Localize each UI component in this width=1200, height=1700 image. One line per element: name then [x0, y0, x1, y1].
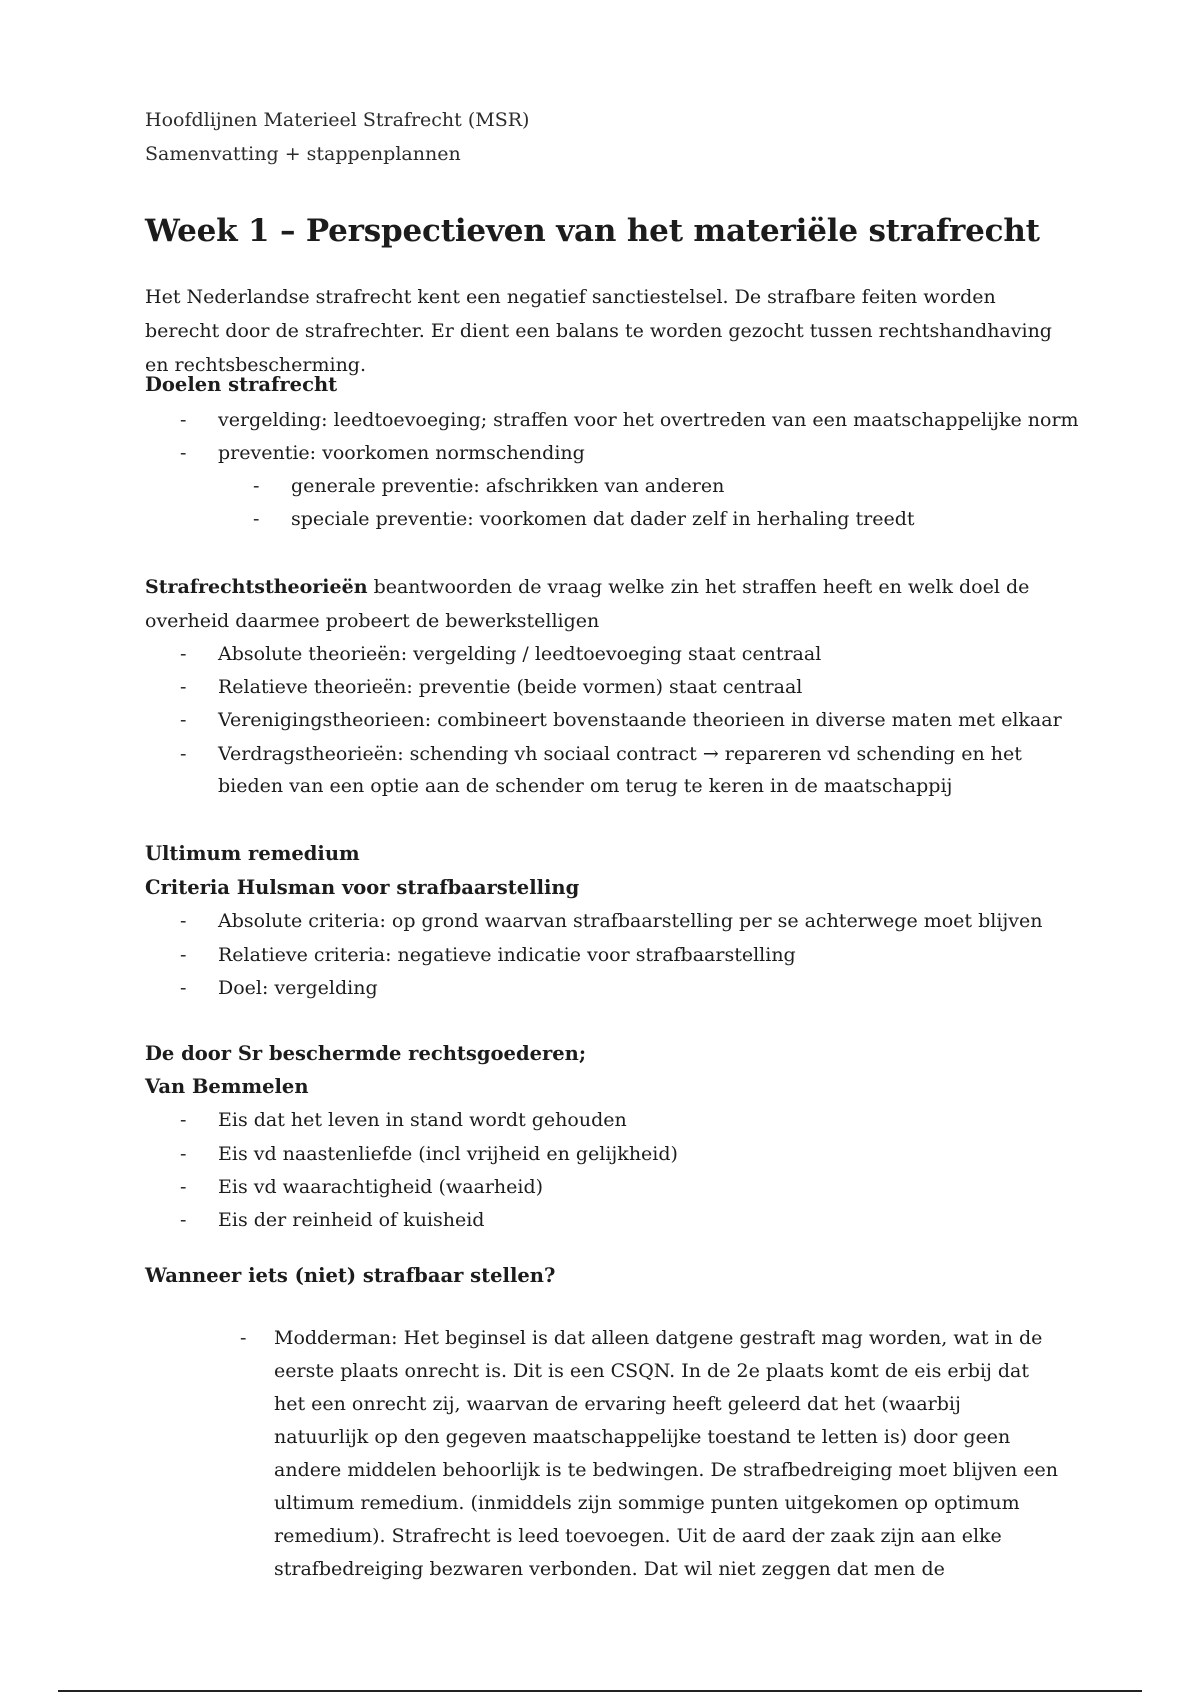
list-item: [180, 972, 1080, 1004]
bullet-dash: -: [253, 508, 260, 530]
list-item-text: Relatieve theorieën: preventie (beide vormen) staat centraal: [218, 676, 803, 698]
section-heading-rechtsgoederen: De door Sr beschermde rechtsgoederen;: [145, 1042, 587, 1065]
document-header-line-1: Hoofdlijnen Materieel Strafrecht (MSR): [145, 109, 530, 131]
sub-list-item: [253, 470, 1053, 502]
list-item-text: generale preventie: afschrikken van anderen: [291, 475, 725, 497]
bullet-dash: -: [180, 442, 187, 464]
list-item-text: vergelding: leedtoevoeging; straffen voor het overtreden van een maatschappelijke norm: [218, 409, 1079, 431]
list-item: [180, 437, 1080, 469]
list-item: [180, 738, 1080, 802]
list-item-text: Eis dat het leven in stand wordt gehouden: [218, 1109, 627, 1131]
bullet-dash: -: [180, 1109, 187, 1131]
list-item: [180, 671, 1080, 703]
bullet-dash: -: [180, 1143, 187, 1165]
section-heading-hulsman: Criteria Hulsman voor strafbaarstelling: [145, 876, 580, 899]
inline-term: Strafrechtstheorieën: [145, 576, 368, 598]
list-item: [240, 1322, 1060, 1586]
list-item: [180, 939, 1080, 971]
list-item-text: Eis vd waarachtigheid (waarheid): [218, 1176, 544, 1198]
list-item: [180, 1171, 1080, 1203]
list-item-text: Modderman: Het beginsel is dat alleen datgene gestraft mag worden, wat in de eerste plaats onrecht is. Dit is een CSQN. In de 2e plaats komt de eis erbij dat het een onrecht zij, waarvan de ervaring heeft geleerd dat het (waarbij natuurlijk op den gegeven maatschappelijke toestand te letten is) door geen andere middelen behoorlijk is te bedwingen. De strafbedreiging moet blijven een ultimum remedium. (inmiddels zijn sommige punten uitgekomen op optimum remedium). Strafrecht is leed toevoegen. Uit de aard der zaak zijn aan elke strafbedreiging bezwaren verbonden. Dat wil niet zeggen dat men de: [274, 1327, 1059, 1580]
list-item-text: preventie: voorkomen normschending: [218, 442, 585, 464]
list-item-text: Relatieve criteria: negatieve indicatie voor strafbaarstelling: [218, 944, 796, 966]
list-item: [180, 905, 1080, 937]
list-item-text: Verdragstheorieën: schending vh sociaal contract → repareren vd schending en het bieden van een optie aan de schender om terug te keren in de maatschappij: [218, 743, 1022, 797]
list-item-text: Absolute criteria: op grond waarvan strafbaarstelling per se achterwege moet blijven: [218, 910, 1043, 932]
bullet-dash: -: [240, 1327, 247, 1349]
section-heading-ultimum: Ultimum remedium: [145, 842, 360, 865]
list-item-text: speciale preventie: voorkomen dat dader zelf in herhaling treedt: [291, 508, 915, 530]
list-item: [180, 1138, 1080, 1170]
list-item-text: Doel: vergelding: [218, 977, 378, 999]
section-heading-strafbaar-stellen: Wanneer iets (niet) strafbaar stellen?: [145, 1264, 556, 1287]
section-heading-van-bemmelen: Van Bemmelen: [145, 1075, 309, 1098]
bullet-dash: -: [180, 977, 187, 999]
bullet-dash: -: [253, 475, 260, 497]
list-item: [180, 704, 1080, 736]
list-item: [180, 1104, 1080, 1136]
section-heading-doelen: Doelen strafrecht: [145, 373, 338, 396]
bullet-dash: -: [180, 709, 187, 731]
page-bottom-rule: [58, 1690, 1142, 1692]
page-title: Week 1 – Perspectieven van het materiële strafrecht: [145, 213, 1040, 249]
intro-paragraph: Het Nederlandse strafrecht kent een negatief sanctiestelsel. De strafbare feiten worden berecht door de strafrechter. Er dient een balans te worden gezocht tussen rechtshandhaving en rechtsbescherming.: [145, 286, 1052, 376]
bullet-dash: -: [180, 910, 187, 932]
bullet-dash: -: [180, 409, 187, 431]
bullet-dash: -: [180, 643, 187, 665]
sub-list-item: [253, 503, 1053, 535]
list-item-text: Eis vd naastenliefde (incl vrijheid en gelijkheid): [218, 1143, 678, 1165]
bullet-dash: -: [180, 676, 187, 698]
bullet-dash: -: [180, 743, 187, 765]
document-header-line-2: Samenvatting + stappenplannen: [145, 143, 461, 165]
theorieen-paragraph: [145, 570, 1065, 638]
list-item: [180, 638, 1080, 670]
list-item-text: Verenigingstheorieen: combineert bovenstaande theorieen in diverse maten met elkaar: [218, 709, 1062, 731]
list-item: [180, 1204, 1080, 1236]
list-item: [180, 404, 1080, 436]
theorieen-text: beantwoorden de vraag welke zin het straffen heeft en welk doel de overheid daarmee probeert de bewerkstelligen: [145, 576, 1030, 632]
list-item-text: Absolute theorieën: vergelding / leedtoevoeging staat centraal: [218, 643, 822, 665]
bullet-dash: -: [180, 944, 187, 966]
bullet-dash: -: [180, 1209, 187, 1231]
list-item-text: Eis der reinheid of kuisheid: [218, 1209, 485, 1231]
bullet-dash: -: [180, 1176, 187, 1198]
